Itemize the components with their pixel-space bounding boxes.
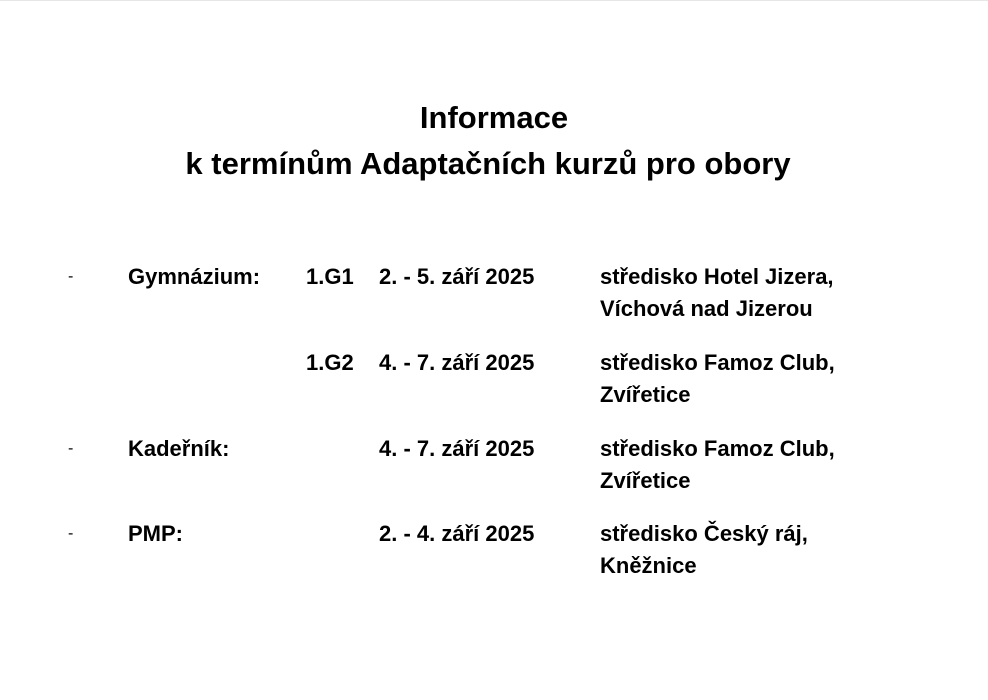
location bbox=[600, 261, 834, 325]
location-line: středisko Český ráj, bbox=[600, 521, 808, 546]
location-line: Zvířetice bbox=[600, 382, 691, 407]
category-label: Kadeřník: bbox=[128, 436, 230, 461]
location-line: středisko Famoz Club, bbox=[600, 436, 835, 461]
location bbox=[600, 433, 835, 497]
list-bullet: - bbox=[68, 525, 74, 542]
date-range: 2. - 5. září 2025 bbox=[379, 264, 535, 289]
date-range: 2. - 4. září 2025 bbox=[379, 521, 535, 546]
category-label: Gymnázium: bbox=[128, 264, 261, 289]
document-title: Informace bbox=[419, 100, 569, 135]
location-line: Víchová nad Jizerou bbox=[600, 296, 813, 321]
document-subtitle: k termínům Adaptačních kurzů pro obory bbox=[185, 146, 791, 181]
list-bullet: - bbox=[68, 268, 74, 285]
class-label: 1.G1 bbox=[306, 264, 354, 289]
class-label: 1.G2 bbox=[306, 350, 354, 375]
list-bullet: - bbox=[68, 440, 74, 457]
location-line: Zvířetice bbox=[600, 468, 691, 493]
category-label: PMP: bbox=[128, 521, 183, 546]
location bbox=[600, 518, 808, 582]
location-line: středisko Famoz Club, bbox=[600, 350, 835, 375]
date-range: 4. - 7. září 2025 bbox=[379, 350, 535, 375]
top-border bbox=[0, 0, 988, 1]
location bbox=[600, 347, 835, 411]
location-line: Kněžnice bbox=[600, 553, 697, 578]
date-range: 4. - 7. září 2025 bbox=[379, 436, 535, 461]
location-line: středisko Hotel Jizera, bbox=[600, 264, 834, 289]
